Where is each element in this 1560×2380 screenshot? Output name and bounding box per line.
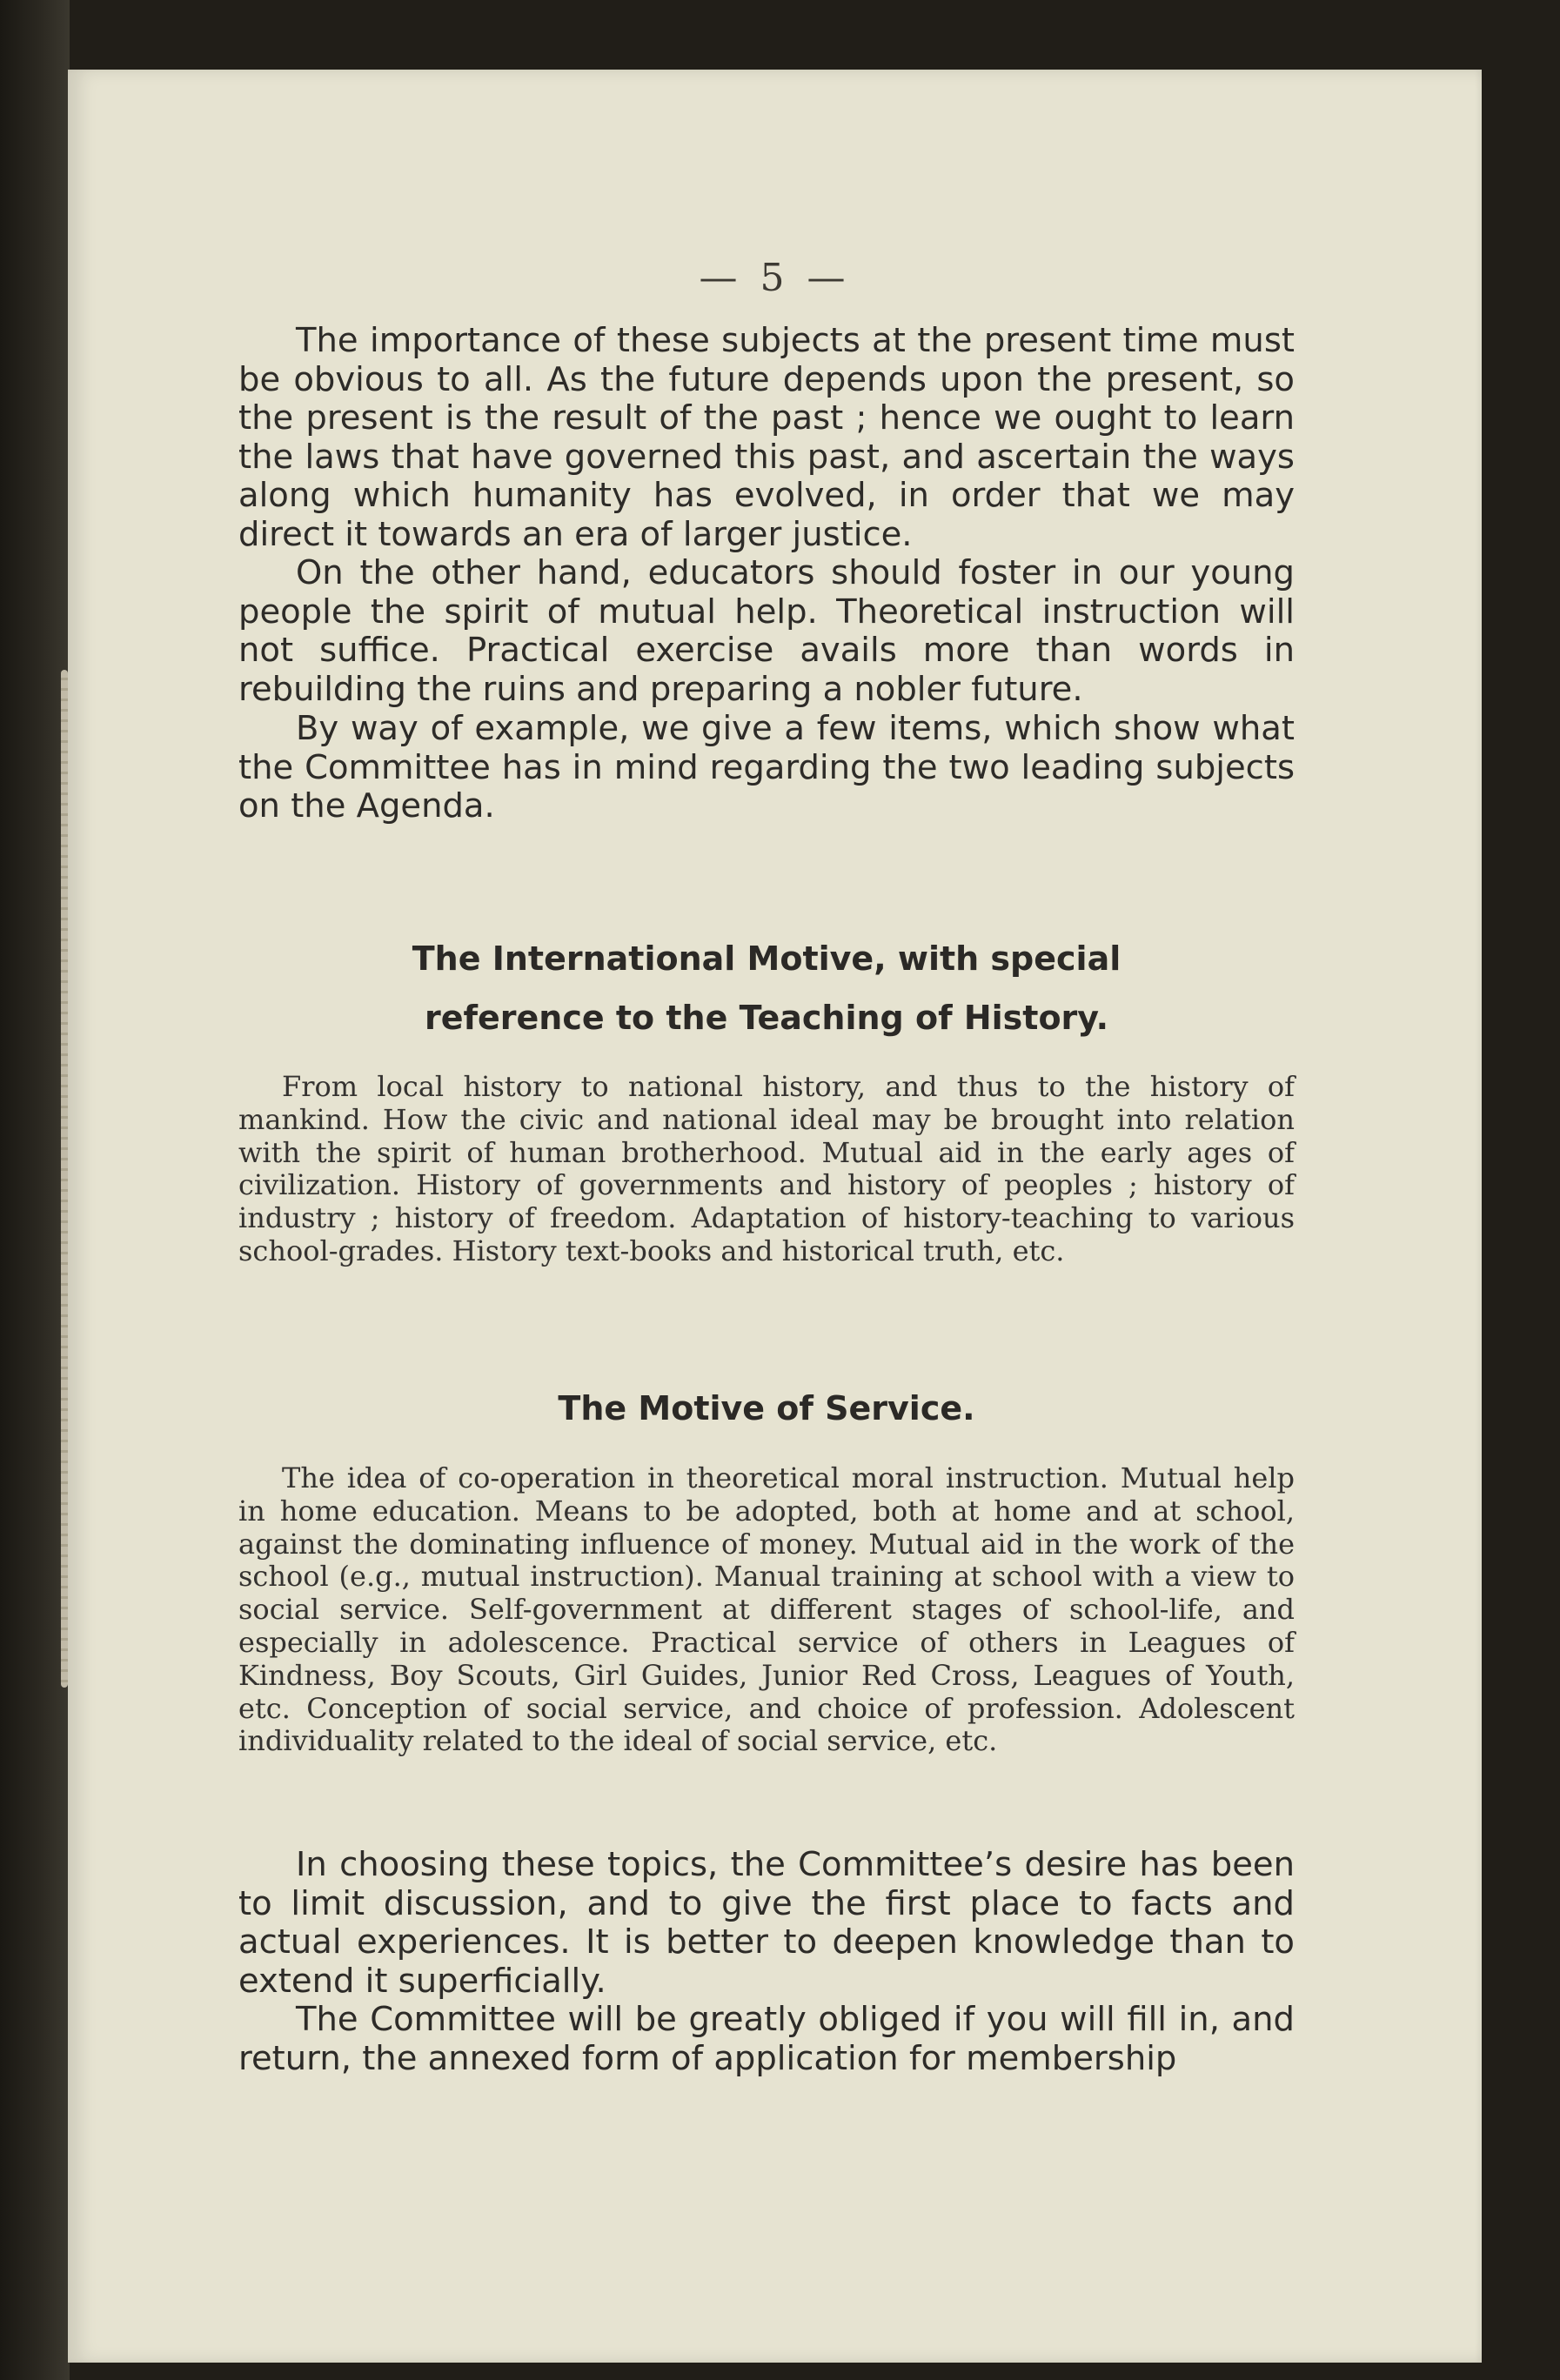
left-page-edge (0, 0, 70, 2380)
intro-paragraph-3: By way of example, we give a few items, which show what the Committee has in mind regarding the two leading subjects on the Agenda. (238, 709, 1295, 826)
section-body-international-motive: From local history to national history, and thus to the history of mankind. How the civic and national ideal may be brought into relation with the spirit of human brotherhood. Mutual aid in the early ages of civilization. History of governments and history of peoples ; history of industry ; history of freedom. Adaptation of history-teaching to various school-grades. History text-books and historical truth, etc. (238, 1070, 1295, 1267)
intro-paragraph-2: On the other hand, educators should foster in our young people the spirit of mutual help. Theoretical instruction will not suffice. Practical exercise avails more than words in rebuilding the ruins and preparing a nobler future. (238, 553, 1295, 709)
section-heading-international-motive: The International Motive, with special reference to the Teaching of History. (412, 939, 1121, 1037)
section-body-motive-of-service: The idea of co-operation in theoretical moral instruction. Mutual help in home education. Means to be adopted, both at home and at school, against the dominating influence of money. Mutual aid in the work of the school (e.g., mutual instruction). Manual training at school with a view to social service. Self-government at different stages of school-life, and especially in adolescence. Practical service of others in Leagues of Kindness, Boy Scouts, Girl Guides, Junior Red Cross, Leagues of Youth, etc. Conception of social service, and choice of profession. Adolescent individuality related to the ideal of social service, etc. (238, 1461, 1295, 1758)
intro-paragraph-1: The importance of these subjects at the present time must be obvious to all. As the future depends upon the present, so the present is the result of the past ; hence we ought to learn the laws that have governed this past, and ascertain the ways along which humanity has evolved, in order that we may direct it towards an era of larger justice. (238, 321, 1295, 554)
section-heading-motive-of-service: The Motive of Service. (558, 1389, 975, 1427)
closing-paragraph-2: The Committee will be greatly obliged if you will fill in, and return, the annexed form of application for membership (238, 2000, 1295, 2078)
binding-thread (61, 670, 68, 1688)
document-page (68, 70, 1482, 2363)
closing-paragraph-1: In choosing these topics, the Committee’s desire has been to limit discussion, and to give the first place to facts and actual experiences. It is better to deepen knowledge than to extend it superficially. (238, 1845, 1295, 2001)
page-number: — 5 — (699, 256, 851, 300)
